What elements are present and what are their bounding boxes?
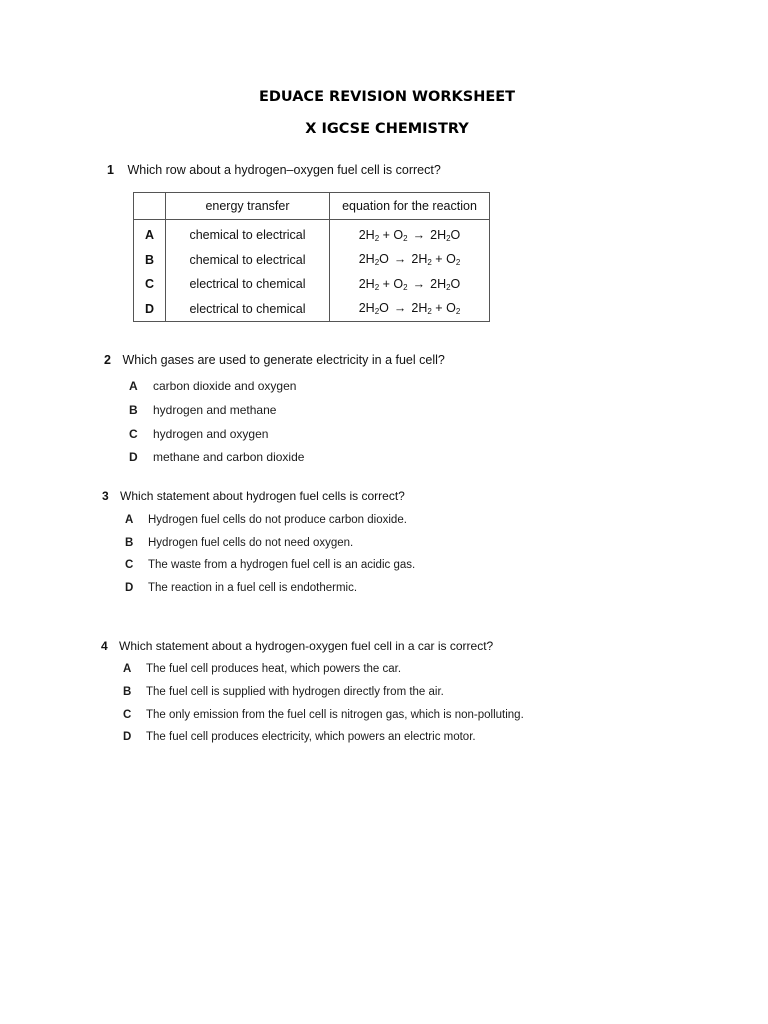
option-letter: B [123, 686, 132, 698]
option-letter: C [125, 559, 134, 571]
option-letter: C [129, 427, 138, 441]
option-text: hydrogen and methane [153, 403, 277, 417]
table-row [134, 220, 490, 248]
option-text: The waste from a hydrogen fuel cell is an acidic gas. [148, 559, 416, 571]
question-number: 2 [104, 353, 111, 367]
option-text: The fuel cell produces electricity, which powers an electric motor. [146, 731, 476, 743]
question-2 [104, 353, 445, 367]
question-1 [107, 163, 441, 177]
table-header-equation: equation for the reaction [330, 193, 490, 220]
option-letter: D [125, 582, 134, 594]
arrow-icon: → [393, 252, 407, 267]
worksheet-title: EDUACE REVISION WORKSHEET [258, 89, 516, 105]
arrow-icon: → [393, 301, 407, 316]
equation-left: $2H_2 + O_2$ [358, 227, 408, 243]
row-energy: chemical to electrical [166, 248, 330, 273]
table-header-energy: energy transfer [166, 193, 330, 220]
option-letter: C [123, 709, 132, 721]
equation-left: $2H_2O$ [358, 301, 389, 317]
table-row [134, 248, 490, 273]
option-letter: B [125, 537, 134, 549]
question-text: Which row about a hydrogen–oxygen fuel cell is correct? [127, 163, 441, 177]
row-energy: electrical to chemical [166, 297, 330, 322]
row-energy: electrical to chemical [166, 272, 330, 297]
equation-right: $2H_2O$ [430, 227, 461, 243]
question-text: Which statement about hydrogen fuel cells is correct? [120, 489, 405, 503]
row-energy: chemical to electrical [166, 220, 330, 248]
row-equation [330, 272, 490, 297]
question-number: 1 [107, 163, 114, 177]
row-letter: C [134, 272, 166, 297]
row-equation [330, 248, 490, 273]
option-text: hydrogen and oxygen [153, 427, 269, 441]
table-header-row [134, 193, 490, 220]
row-letter: A [134, 220, 166, 248]
answer-table [133, 192, 490, 322]
row-equation [330, 220, 490, 248]
option-letter: A [123, 663, 132, 675]
option-letter: D [123, 731, 132, 743]
arrow-icon: → [412, 227, 426, 242]
option-letter: B [129, 403, 138, 417]
option-text: The only emission from the fuel cell is nitrogen gas, which is non-polluting. [146, 709, 524, 721]
question-number: 3 [102, 489, 109, 503]
option-letter: A [125, 514, 134, 526]
option-text: methane and carbon dioxide [153, 450, 305, 464]
option-text: Hydrogen fuel cells do not produce carbon dioxide. [148, 514, 407, 526]
worksheet-subtitle: X IGCSE CHEMISTRY [305, 121, 469, 137]
option-text: carbon dioxide and oxygen [153, 379, 297, 393]
option-letter: D [129, 450, 138, 464]
option-text: Hydrogen fuel cells do not need oxygen. [148, 537, 354, 549]
row-equation [330, 297, 490, 322]
option-text: The reaction in a fuel cell is endothermic. [148, 582, 358, 594]
question-text: Which gases are used to generate electricity in a fuel cell? [122, 353, 445, 367]
option-text: The fuel cell is supplied with hydrogen directly from the air. [146, 686, 444, 698]
table-header-blank [134, 193, 166, 220]
question-number: 4 [101, 639, 108, 653]
question-3 [102, 489, 405, 503]
table-row [134, 297, 490, 322]
equation-right: $2H_2 + O_2$ [411, 252, 461, 268]
equation-left: $2H_2 + O_2$ [358, 276, 408, 292]
equation-right: $2H_2 + O_2$ [411, 301, 461, 317]
row-letter: D [134, 297, 166, 322]
equation-right: $2H_2O$ [430, 276, 461, 292]
equation-left: $2H_2O$ [358, 252, 389, 268]
arrow-icon: → [412, 276, 426, 291]
table-row [134, 272, 490, 297]
question-4 [101, 639, 493, 653]
option-letter: A [129, 379, 138, 393]
option-text: The fuel cell produces heat, which powers the car. [146, 663, 402, 675]
row-letter: B [134, 248, 166, 273]
question-text: Which statement about a hydrogen-oxygen fuel cell in a car is correct? [119, 639, 494, 653]
